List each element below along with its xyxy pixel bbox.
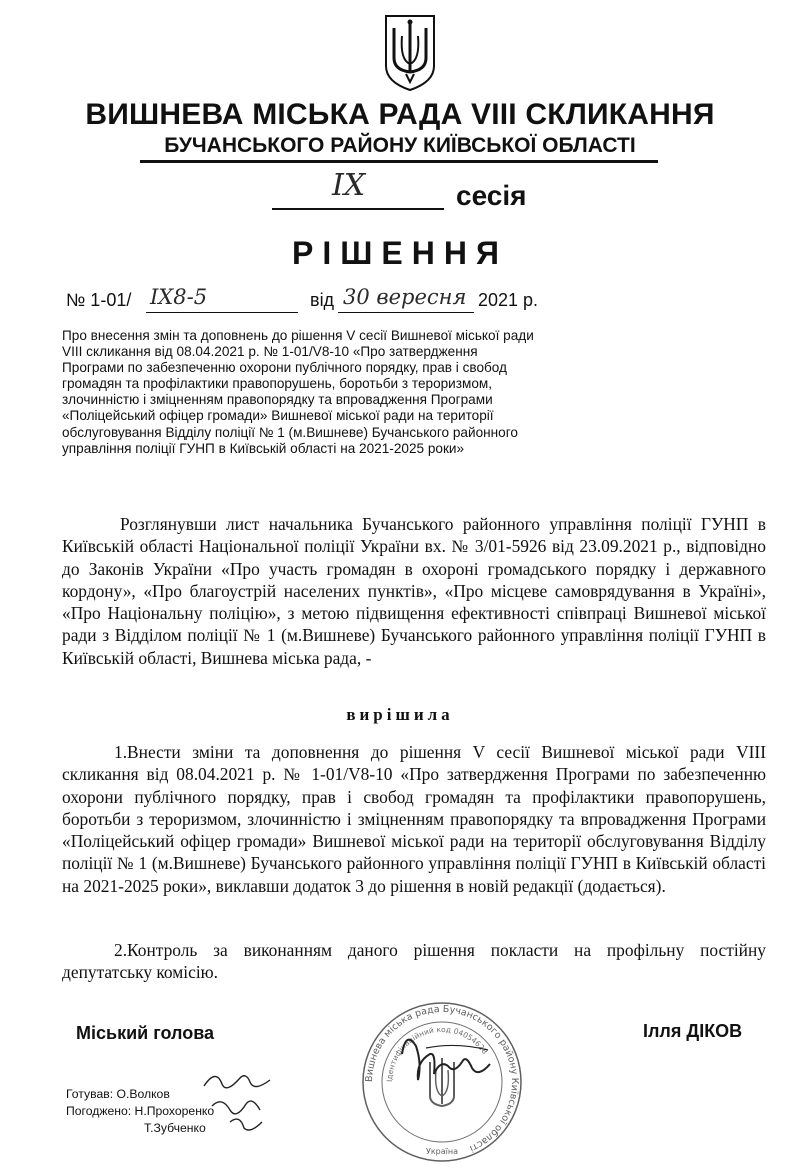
stamp-code-text: Ідентифікаційний код 04054628 [384, 1024, 490, 1083]
decision-item-2: 2.Контроль за виконанням даного рішення покласти на профільну постійну депутатську комісію. [62, 940, 766, 983]
agreed-by: Погоджено: Н.Прохоренко [66, 1104, 215, 1118]
head-name: Ілля ДІКОВ [643, 1021, 743, 1041]
resolved-heading: вирішила [346, 705, 454, 724]
prepared-by: Готував: О.Волков [66, 1087, 170, 1101]
date-prefix: від [310, 290, 335, 310]
council-subtitle: БУЧАНСЬКОГО РАЙОНУ КИЇВСЬКОЇ ОБЛАСТІ [164, 134, 636, 157]
session-label: сесія [456, 180, 527, 211]
date-line [338, 312, 474, 313]
stamp-outer-text: Вишнева міська рада Бучанського району Київської області [363, 1003, 521, 1154]
tryzub-emblem-icon [384, 14, 436, 92]
decision-number-prefix: № 1-01/ [66, 290, 132, 310]
head-position-label: Міський голова [76, 1023, 215, 1043]
decision-item-1: 1.Внести зміни та доповнення до рішення V сесії Вишневої міської ради VIII скликання від 08.04.2021 р. № 1-01/V8-10 «Про затвердження Програми по забезпеченню охорони публічного порядку, прав і свобод громадян та профілактики правопорушень, боротьби з тероризмом, злочинністю і зміцненням правопорядку та впровадження Програми «Поліцейський офіцер громади» Вишневої міської ради на території обслуговування Відділу поліції № 1 (м.Вишневе) Бучанського районного управління поліції ГУНП в Київській області на 2021-2025 роки», виклавши додаток 3 до рішення в новій редакції (додається). [62, 742, 766, 896]
date-handwritten: 30 вересня [343, 285, 467, 309]
council-title: ВИШНЕВА МІСЬКА РАДА VIII СКЛИКАННЯ [85, 98, 715, 131]
decision-subject: Про внесення змін та доповнень до рішення V сесії Вишневої міської ради VIII скликання від 08.04.2021 р. № 1-01/V8-10 «Про затвердження Програми по забезпеченню охорони публічного порядку, прав і свобод громадян та профілактики правопорушень, боротьби з тероризмом, злочинністю і зміцненням правопорядку та впровадження Програми «Поліцейський офіцер громади» Вишневої міської ради на території обслуговування Відділу поліції № 1 (м.Вишневе) Бучанського районного управління поліції ГУНП в Київській області на 2021-2025 роки» [62, 328, 534, 456]
head-signature [396, 1024, 494, 1088]
stamp-country-text: Україна [425, 1147, 459, 1156]
preparer-signature [200, 1066, 274, 1136]
session-number-handwritten: IX [332, 168, 366, 203]
year-suffix: 2021 р. [478, 290, 539, 310]
session-number-line [272, 208, 444, 210]
decision-number-line [146, 312, 298, 313]
agreed-by-second: Т.Зубченко [144, 1121, 206, 1135]
document-type-heading: РІШЕННЯ [292, 235, 508, 271]
decision-number-handwritten: IX8-5 [150, 285, 208, 309]
title-underline [140, 160, 658, 163]
preamble-paragraph: Розглянувши лист начальника Бучанського районного управління поліції ГУНП в Київській області Національної поліції України вх. № 3/01-5926 від 23.09.2021 р., відповідно до Законів України «Про участь громадян в охороні громадського порядку і державного кордону», «Про благоустрій населених пунктів», «Про місцеве самоврядування в Україні», «Про Національну поліцію», з метою підвищення ефективності співпраці Вишневої міської ради з Відділом поліції № 1 (м.Вишневе) Бучанського районного управління поліції ГУНП в Київській області, Вишнева міська рада, - [62, 514, 766, 668]
